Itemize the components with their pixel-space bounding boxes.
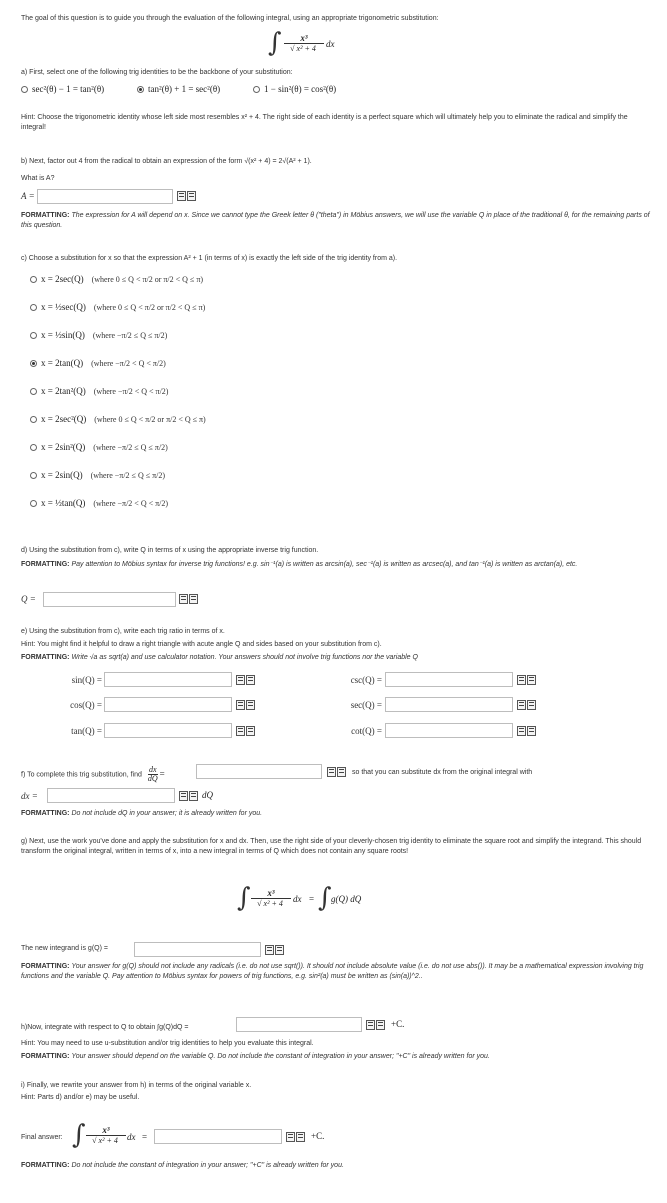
- radio-button[interactable]: [30, 444, 37, 451]
- tan-label: tan(Q) =: [71, 726, 102, 736]
- substitution-condition: (where −π/2 ≤ Q ≤ π/2): [90, 471, 166, 480]
- substitution-expr: x = ½tan(Q): [41, 498, 86, 508]
- q-label: Q =: [21, 594, 36, 604]
- dxdq-input[interactable]: [196, 764, 322, 779]
- substitution-condition: (where −π/2 ≤ Q ≤ π/2): [93, 443, 168, 452]
- final-label: Final answer:: [21, 1134, 63, 1141]
- g-input[interactable]: [134, 942, 261, 957]
- sec-label: sec(Q) =: [350, 700, 382, 710]
- part-h-prompt: h)Now, integrate with respect to Q to obtain ∫g(Q)dQ =: [21, 1024, 189, 1031]
- a-label: A =: [21, 191, 35, 201]
- substitution-condition: (where −π/2 < Q < π/2): [91, 359, 166, 368]
- cot-preview-icons[interactable]: [517, 726, 539, 738]
- part-a-prompt: a) First, select one of the following trig identities to be the backbone of your substitution:: [21, 69, 293, 76]
- csc-preview-icons[interactable]: [517, 675, 539, 687]
- substitution-option[interactable]: [30, 412, 206, 427]
- substitution-option[interactable]: [30, 496, 168, 511]
- dx-preview-icons[interactable]: [179, 791, 201, 803]
- part-d-formatting: FORMATTING: Pay attention to Möbius syntax for inverse trig functions! e.g. sin⁻¹(a) is written as arcsin(a), sec⁻¹(a) is written as arcsec(a), and tan⁻¹(a) is written as arctan(a), etc.: [21, 561, 578, 568]
- substitution-option[interactable]: [30, 384, 168, 399]
- substitution-expr: x = ½sin(Q): [41, 330, 85, 340]
- substitution-condition: (where 0 ≤ Q < π/2 or π/2 < Q ≤ π): [93, 303, 206, 312]
- radio-button[interactable]: [30, 416, 37, 423]
- cos-input[interactable]: [104, 697, 232, 712]
- part-h-hint: Hint: You may need to use u-substitution and/or trig identities to help you evaluate this integral.: [21, 1040, 314, 1047]
- part-g-formatting: FORMATTING: Your answer for g(Q) should not include any radicals (i.e. do not use sqrt()). It should not include absolute value (i.e. do not use abs()). It may be a mathematical expression involving trig functions and the variable Q. Pay attention to Möbius syntax for powers of trig functions, e.g. sin²(a) must be written as (sin(a))^2..: [21, 963, 644, 980]
- substitution-expr: x = 2sec(Q): [41, 274, 84, 284]
- part-e-formatting: FORMATTING: Write √a as sqrt(a) and use calculator notation. Your answers should not involve trig functions nor the variable Q: [21, 654, 418, 661]
- h-preview-icons[interactable]: [366, 1020, 388, 1032]
- final-preview-icons[interactable]: [286, 1132, 308, 1144]
- h-input[interactable]: [236, 1017, 362, 1032]
- g-label: The new integrand is g(Q) =: [21, 945, 108, 952]
- cot-input[interactable]: [385, 723, 513, 738]
- identity-option-1[interactable]: sec²(θ) − 1 = tan²(θ): [21, 84, 131, 94]
- csc-input[interactable]: [385, 672, 513, 687]
- q-preview-icons[interactable]: [179, 594, 201, 606]
- part-i-formatting: FORMATTING: Do not include the constant of integration in your answer; "+C" is already written for you.: [21, 1162, 344, 1169]
- part-g-prompt: g) Next, use the work you've done and apply the substitution for x and dx. Then, use the right side of your cleverly-chosen trig identity to eliminate the square root and simplify the integrand. This should transform the original integral, written in terms of x, into a new integral in terms of Q which does not contain any square roots!: [21, 838, 642, 855]
- substitution-option[interactable]: [30, 468, 165, 483]
- substitution-option[interactable]: [30, 328, 167, 343]
- dx-label: dx =: [21, 791, 38, 801]
- intro-text: The goal of this question is to guide you through the evaluation of the following integral, using an appropriate trigonometric substitution:: [21, 15, 439, 22]
- sin-preview-icons[interactable]: [236, 675, 258, 687]
- radio-button[interactable]: [30, 276, 37, 283]
- part-f-tail: so that you can substitute dx from the original integral with: [352, 769, 533, 776]
- substitution-condition: (where −π/2 < Q < π/2): [93, 387, 169, 396]
- substitution-condition: (where −π/2 ≤ Q ≤ π/2): [92, 331, 168, 340]
- final-integral: ∫ x³ √ x² + 4 dx =: [72, 1120, 148, 1150]
- cos-label: cos(Q) =: [70, 700, 102, 710]
- sin-input[interactable]: [104, 672, 232, 687]
- radio-button[interactable]: [30, 472, 37, 479]
- substitution-expr: x = 2tan(Q): [41, 358, 84, 368]
- substitution-option[interactable]: [30, 356, 166, 371]
- cot-label: cot(Q) =: [351, 726, 382, 736]
- final-input[interactable]: [154, 1129, 282, 1144]
- part-f-formatting: FORMATTING: Do not include dQ in your answer; it is already written for you.: [21, 810, 263, 817]
- substitution-option[interactable]: [30, 440, 168, 455]
- part-h-formatting: FORMATTING: Your answer should depend on the variable Q. Do not include the constant of integration in your answer; "+C" is already written for you.: [21, 1053, 490, 1060]
- part-f-prompt: f) To complete this trig substitution, find $\frac{dx}{dQ}$ =: [21, 765, 165, 783]
- substitution-condition: (where −π/2 < Q < π/2): [93, 499, 169, 508]
- transformed-integral: ∫ x³ √ x² + 4 dx = ∫ g(Q) dQ: [237, 883, 362, 913]
- part-i-prompt: i) Finally, we rewrite your answer from h) in terms of the original variable x.: [21, 1082, 252, 1089]
- part-d-prompt: d) Using the substitution from c), write Q in terms of x using the appropriate inverse trig function.: [21, 547, 319, 554]
- substitution-condition: (where 0 ≤ Q < π/2 or π/2 < Q ≤ π): [91, 275, 204, 284]
- main-integral: ∫ x³ √ x² + 4 dx: [268, 28, 335, 58]
- substitution-condition: (where 0 ≤ Q < π/2 or π/2 < Q ≤ π): [94, 415, 206, 424]
- part-b-formatting: FORMATTING: The expression for A will depend on x. Since we cannot type the Greek letter θ ("theta") in Möbius answers, we will use the variable Q in place of the traditional θ, for the remaining parts of this question.: [21, 212, 650, 229]
- tan-preview-icons[interactable]: [236, 726, 258, 738]
- radio-button[interactable]: [30, 500, 37, 507]
- substitution-expr: x = 2tan²(Q): [41, 386, 86, 396]
- a-preview-icons[interactable]: [177, 191, 199, 203]
- h-plus-c: +C.: [391, 1019, 405, 1029]
- substitution-option[interactable]: [30, 300, 205, 315]
- final-plus-c: +C.: [311, 1131, 325, 1141]
- sec-preview-icons[interactable]: [517, 700, 539, 712]
- csc-label: csc(Q) =: [350, 675, 382, 685]
- radio-button[interactable]: [30, 360, 37, 367]
- part-i-hint: Hint: Parts d) and/or e) may be useful.: [21, 1094, 140, 1101]
- part-b-prompt: b) Next, factor out 4 from the radical to obtain an expression of the form √(x² + 4) = 2√(A² + 1).: [21, 158, 312, 165]
- a-input[interactable]: [37, 189, 173, 204]
- substitution-expr: x = ½sec(Q): [41, 302, 86, 312]
- sin-label: sin(Q) =: [71, 675, 102, 685]
- sec-input[interactable]: [385, 697, 513, 712]
- substitution-expr: x = 2sin²(Q): [41, 442, 86, 452]
- part-c-prompt: c) Choose a substitution for x so that the expression A² + 1 (in terms of x) is exactly the left side of the trig identity from a).: [21, 255, 398, 262]
- substitution-expr: x = 2sec²(Q): [41, 414, 87, 424]
- radio-button[interactable]: [30, 332, 37, 339]
- cos-preview-icons[interactable]: [236, 700, 258, 712]
- dxdq-preview-icons[interactable]: [327, 767, 349, 779]
- q-input[interactable]: [43, 592, 176, 607]
- identity-option-2[interactable]: tan²(θ) + 1 = sec²(θ): [137, 84, 247, 94]
- substitution-option[interactable]: [30, 272, 203, 287]
- g-preview-icons[interactable]: [265, 945, 287, 957]
- identity-option-3[interactable]: 1 − sin²(θ) = cos²(θ): [253, 84, 383, 94]
- radio-button[interactable]: [30, 304, 37, 311]
- part-e-hint: Hint: You might find it helpful to draw a right triangle with acute angle Q and sides based on your substitution from c).: [21, 641, 382, 648]
- part-e-prompt: e) Using the substitution from c), write each trig ratio in terms of x.: [21, 628, 225, 635]
- dx-input[interactable]: [47, 788, 175, 803]
- part-b-question: What is A?: [21, 175, 55, 182]
- tan-input[interactable]: [104, 723, 232, 738]
- radio-button[interactable]: [30, 388, 37, 395]
- dq-suffix: dQ: [202, 790, 213, 800]
- substitution-expr: x = 2sin(Q): [41, 470, 83, 480]
- part-a-hint: Hint: Choose the trigonometric identity whose left side most resembles x² + 4. The right side of each identity is a perfect square which will ultimately help you to eliminate the radical and simplify the integral!: [21, 114, 628, 131]
